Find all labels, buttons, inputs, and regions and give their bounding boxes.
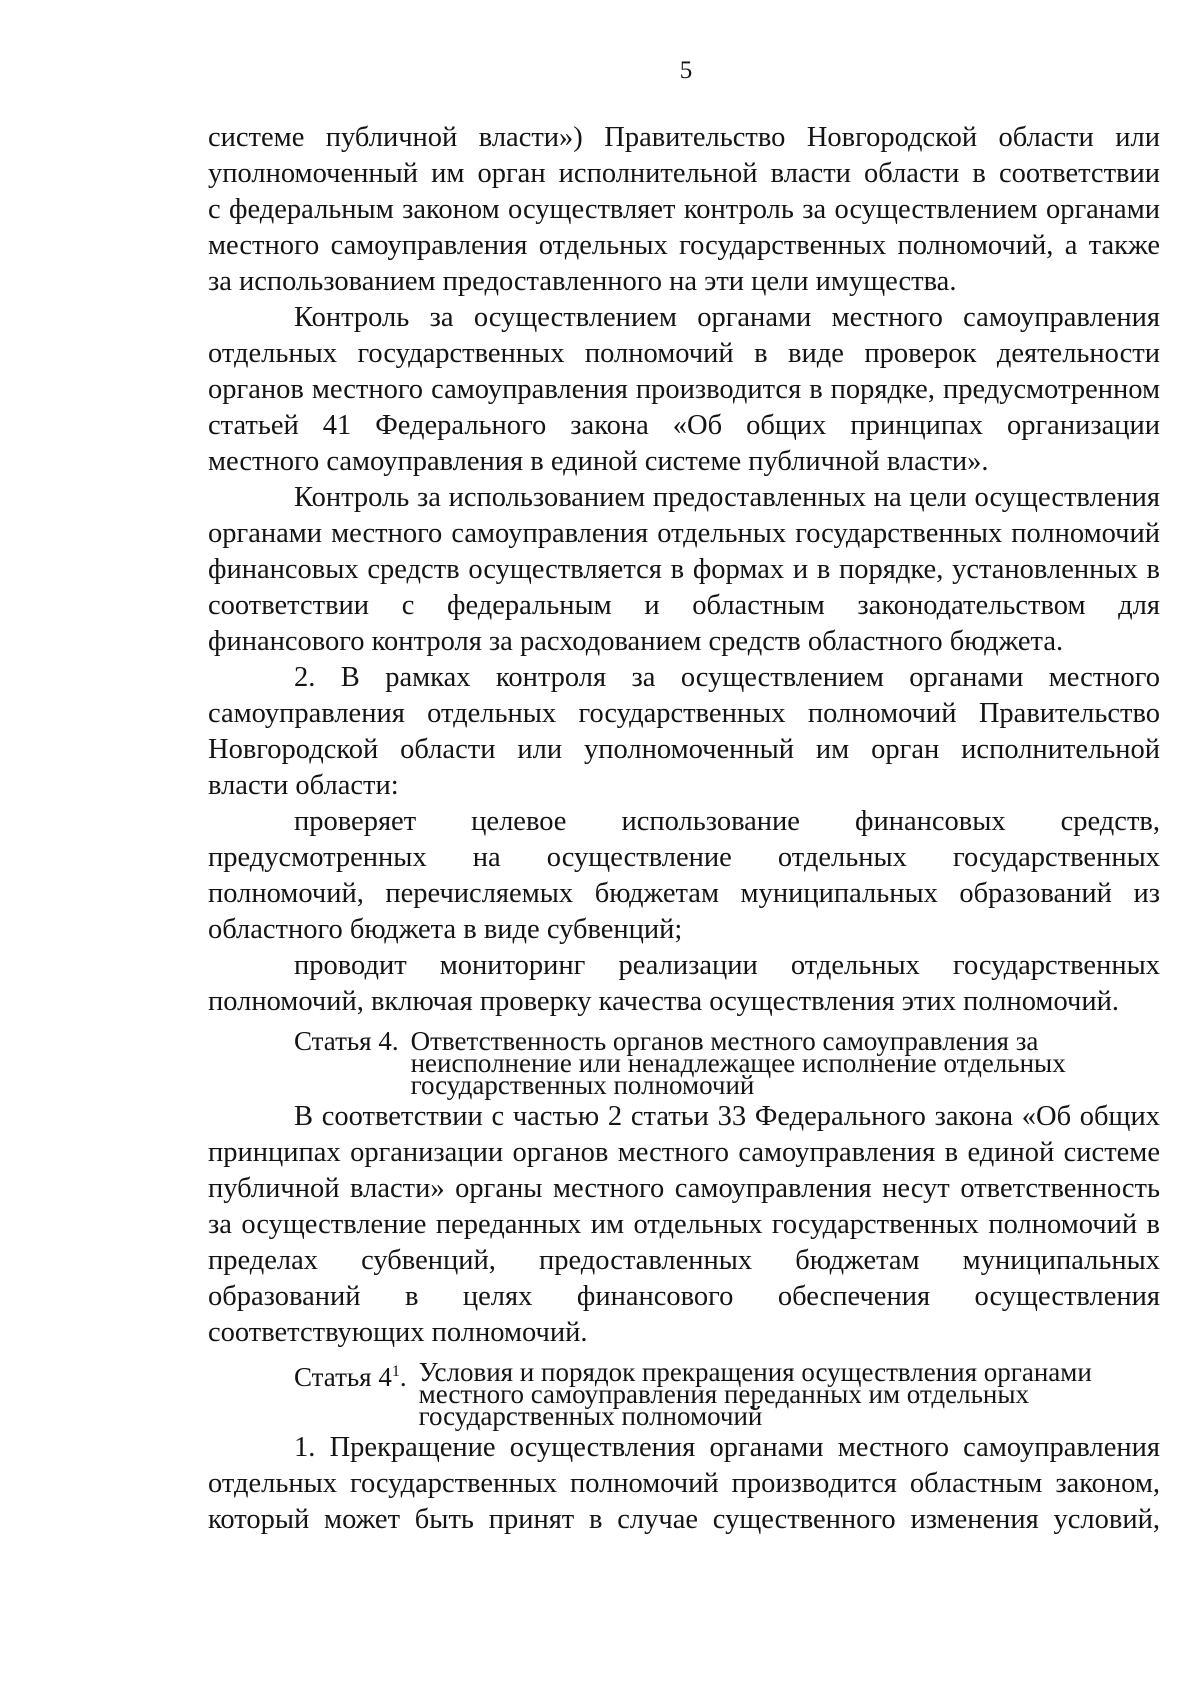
article-title [410, 1026, 1160, 1100]
text-line: с федеральным законом осуществляет контроль за осуществлением органами [208, 194, 1160, 225]
article-title-line: государственных полномочий [418, 1401, 763, 1431]
text-line: соответствии с федеральным и областным законодательством для [208, 590, 1160, 621]
text-line: 2. В рамках контроля за осуществлением органами местного [294, 662, 1160, 693]
paragraph-7 [208, 1099, 1160, 1351]
text-line: органов местного самоуправления производится в порядке, предусмотренном [208, 374, 1160, 405]
text-line: публичной власти» органы местного самоуправления несут ответственность [208, 1173, 1160, 1204]
text-line: который может быть принят в случае существенного изменения условий, [208, 1504, 1160, 1535]
paragraph-4 [208, 660, 1160, 804]
text-line: пределах субвенций, предоставленных бюджетам муниципальных [208, 1245, 1160, 1276]
text-line: 1. Прекращение осуществления органами местного самоуправления [294, 1432, 1160, 1463]
paragraph-5 [208, 804, 1160, 948]
article-title [418, 1357, 1160, 1431]
article-label [294, 1361, 419, 1427]
text-line: за использованием предоставленного на эти цели имущества. [208, 266, 957, 297]
text-line: самоуправления отдельных государственных полномочий Правительство [208, 698, 1160, 729]
text-line: статьей 41 Федерального закона «Об общих принципах организации [208, 410, 1160, 441]
text-line: отдельных государственных полномочий производится областным законом, [208, 1468, 1160, 1499]
text-line: Новгородской области или уполномоченный им орган исполнительной [208, 734, 1160, 765]
paragraph-2 [208, 300, 1160, 480]
text-line: принципах организации органов местного самоуправления в единой системе [208, 1137, 1160, 1168]
article-label: Статья 4. [294, 1026, 399, 1056]
text-line: финансовых средств осуществляется в формах и в порядке, установленных в [208, 554, 1160, 585]
text-line: за осуществление переданных им отдельных государственных полномочий в [208, 1209, 1160, 1240]
text-line: органами местного самоуправления отдельных государственных полномочий [208, 518, 1160, 549]
text-line: соответствующих полномочий. [208, 1317, 588, 1348]
text-line: проверяет целевое использование финансовых средств, [294, 806, 1160, 837]
article-title-line: местного самоуправления переданных им отдельных [418, 1379, 1029, 1409]
text-line: Контроль за осуществлением органами местного самоуправления [294, 302, 1160, 333]
article-label-superscript: 1 [391, 1363, 400, 1380]
text-line: финансового контроля за расходованием средств областного бюджета. [208, 626, 1064, 657]
document-body [208, 120, 1160, 1538]
text-line: В соответствии с частью 2 статьи 33 Федерального закона «Об общих [294, 1101, 1160, 1132]
paragraph-1 [208, 120, 1160, 300]
article-label-text: Статья 4 [294, 1362, 392, 1392]
text-line: местного самоуправления отдельных государственных полномочий, а также [208, 230, 1160, 261]
article-title-line: неисполнение или ненадлежащее исполнение отдельных [410, 1048, 1066, 1078]
paragraph-8 [208, 1430, 1160, 1538]
article-4-heading [208, 1026, 1160, 1100]
article-label-period: . [399, 1362, 407, 1392]
text-line: областного бюджета в виде субвенций; [208, 914, 683, 945]
text-line: местного самоуправления в единой системе публичной власти». [208, 446, 989, 477]
article-4-1-heading [208, 1357, 1160, 1431]
text-line: системе публичной власти») Правительство Новгородской области или [208, 122, 1160, 153]
text-line: предусмотренных на осуществление отдельных государственных [208, 842, 1160, 873]
article-title-line: Условия и порядок прекращения осуществления органами [418, 1357, 1092, 1387]
text-line: образований в целях финансового обеспечения осуществления [208, 1281, 1160, 1312]
text-line: проводит мониторинг реализации отдельных государственных [294, 950, 1160, 981]
text-line: отдельных государственных полномочий в виде проверок деятельности [208, 338, 1160, 369]
page-number: 5 [679, 57, 693, 84]
text-line: власти области: [208, 770, 399, 801]
text-line: полномочий, включая проверку качества осуществления этих полномочий. [208, 986, 1119, 1017]
text-line: уполномоченный им орган исполнительной власти области в соответствии [208, 158, 1160, 189]
paragraph-3 [208, 480, 1160, 660]
text-line: полномочий, перечисляемых бюджетам муниципальных образований из [208, 878, 1160, 909]
paragraph-6 [208, 948, 1160, 1020]
article-title-line: Ответственность органов местного самоуправления за [410, 1026, 1039, 1056]
text-line: Контроль за использованием предоставленных на цели осуществления [294, 482, 1160, 513]
article-title-line: государственных полномочий [410, 1070, 755, 1100]
